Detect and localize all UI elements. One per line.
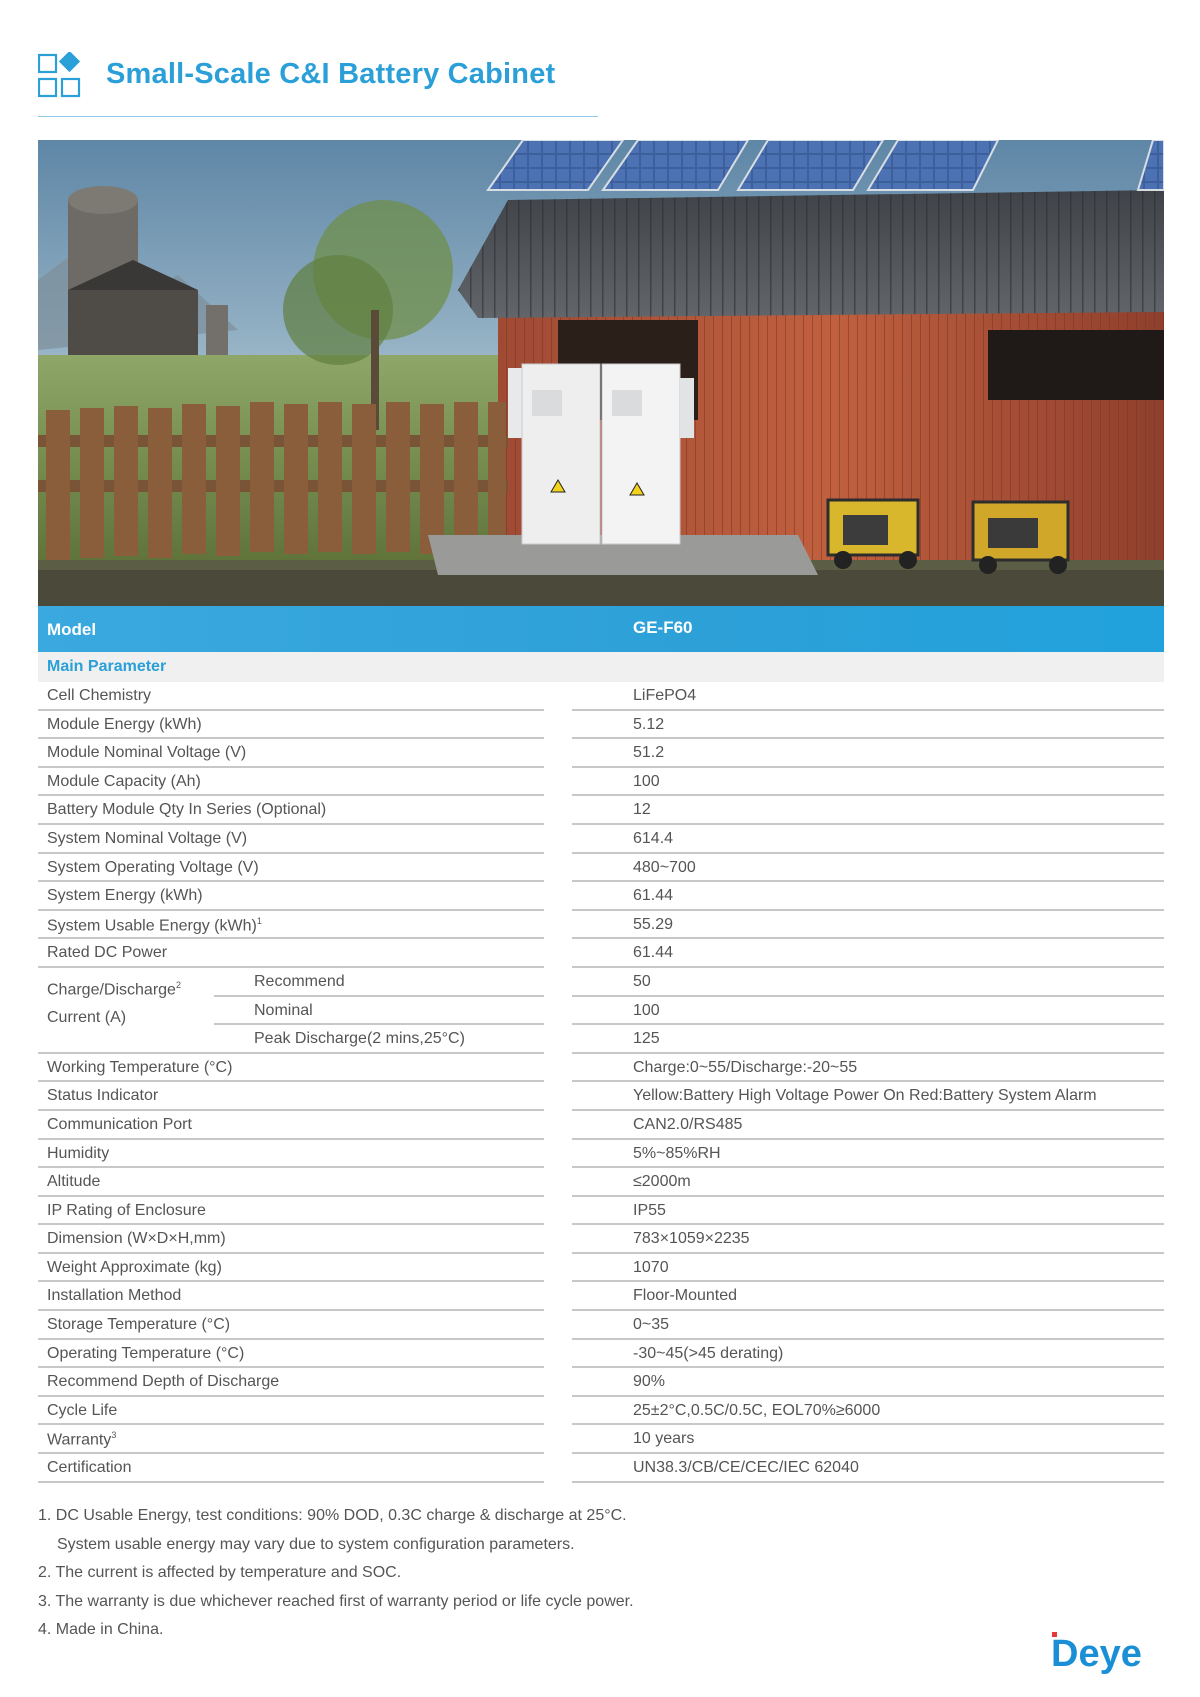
spec-label: Storage Temperature (°C) (47, 1316, 231, 1334)
footnotes (38, 1502, 938, 1645)
table-row (38, 968, 1164, 997)
table-row (38, 739, 1164, 768)
footnote: 2. The current is affected by temperature and SOC. (38, 1564, 402, 1582)
table-row (38, 1054, 1164, 1083)
spec-value: 10 years (633, 1430, 695, 1448)
spec-value: 100 (633, 772, 660, 790)
model-value: GE-F60 (633, 618, 693, 637)
spec-label: Battery Module Qty In Series (Optional) (47, 801, 327, 819)
header (38, 52, 598, 118)
spec-label: Recommend Depth of Discharge (47, 1373, 280, 1391)
table-row (38, 1368, 1164, 1397)
spec-value: 12 (633, 801, 651, 819)
spec-value: 480~700 (633, 858, 696, 876)
grid-diamond-icon (38, 52, 86, 100)
spec-value: 5.12 (633, 715, 665, 733)
footnote: 1. DC Usable Energy, test conditions: 90% DOD, 0.3C charge & discharge at 25°C. (38, 1507, 627, 1524)
spec-value: UN38.3/CB/CE/CEC/IEC 62040 (633, 1459, 859, 1477)
spec-value: 125 (633, 1030, 660, 1048)
section-header (38, 652, 1164, 682)
spec-value: 55.29 (633, 915, 674, 933)
table-row (38, 939, 1164, 968)
table-row (38, 1454, 1164, 1483)
table-row (38, 1311, 1164, 1340)
spec-value: 783×1059×2235 (633, 1230, 750, 1248)
model-header-row (38, 606, 1164, 652)
spec-value: ≤2000m (633, 1173, 691, 1191)
footnote: 3. The warranty is due whichever reached first of warranty period or life cycle power. (38, 1592, 634, 1610)
spec-value: IP55 (633, 1201, 666, 1219)
footnote: System usable energy may vary due to system configuration parameters. (57, 1535, 575, 1553)
spec-label: Installation Method (47, 1287, 182, 1305)
table-row (38, 1082, 1164, 1111)
spec-label: Module Energy (kWh) (47, 715, 202, 733)
spec-value: 51.2 (633, 744, 665, 762)
section-title: Main Parameter (47, 658, 167, 675)
spec-sublabel: Peak Discharge(2 mins,25°C) (254, 1030, 465, 1048)
spec-label: System Nominal Voltage (V) (47, 829, 248, 847)
spec-label: Humidity (47, 1144, 110, 1162)
spec-value: -30~45(>45 derating) (633, 1344, 784, 1362)
spec-value: 61.44 (633, 887, 674, 905)
table-row (38, 1397, 1164, 1426)
header-divider (38, 116, 598, 117)
spec-label: Module Capacity (Ah) (47, 772, 201, 790)
spec-sublabel: Nominal (254, 1001, 313, 1019)
spec-sublabel: Recommend (254, 972, 345, 990)
spec-label: Module Nominal Voltage (V) (47, 744, 247, 762)
hero-image (38, 140, 1164, 606)
spec-label: Weight Approximate (kg) (47, 1258, 222, 1276)
spec-value: 614.4 (633, 829, 674, 847)
table-row (38, 796, 1164, 825)
spec-value: LiFePO4 (633, 687, 697, 704)
spec-label: Communication Port (47, 1115, 192, 1133)
table-row (38, 882, 1164, 911)
page-title: Small-Scale C&I Battery Cabinet (106, 58, 556, 90)
spec-value: CAN2.0/RS485 (633, 1115, 743, 1133)
current-group-label: Charge/Discharge$^2$ (47, 979, 181, 999)
current-group-label-unit: Current (A) (47, 1008, 127, 1026)
specs-table (38, 682, 1164, 1483)
table-row (38, 1168, 1164, 1197)
table-row (38, 997, 1164, 1026)
model-label: Model (47, 620, 97, 639)
spec-value: 0~35 (633, 1316, 670, 1334)
table-row (38, 911, 1164, 940)
spec-label: Working Temperature (°C) (47, 1058, 233, 1076)
table-row (38, 768, 1164, 797)
table-row (38, 1425, 1164, 1454)
spec-value: Charge:0~55/Discharge:-20~55 (633, 1058, 858, 1076)
spec-label: IP Rating of Enclosure (47, 1201, 206, 1219)
spec-value: 61.44 (633, 944, 674, 962)
spec-label: Status Indicator (47, 1087, 159, 1105)
table-row (38, 711, 1164, 740)
current-group (38, 968, 1164, 1054)
table-row (38, 1111, 1164, 1140)
table-row (38, 1225, 1164, 1254)
spec-value: 25±2°C,0.5C/0.5C, EOL70%≥6000 (633, 1401, 881, 1419)
spec-label: Rated DC Power (47, 944, 168, 962)
svg-text:Deye: Deye (1051, 1633, 1142, 1674)
table-row (38, 1282, 1164, 1311)
table-row (38, 1340, 1164, 1369)
spec-value: 90% (633, 1373, 666, 1391)
spec-value: 5%~85%RH (633, 1144, 721, 1162)
spec-label: Operating Temperature (°C) (47, 1344, 245, 1362)
table-row (38, 1254, 1164, 1283)
spec-value: Floor-Mounted (633, 1287, 738, 1305)
table-row (38, 825, 1164, 854)
spec-value: Yellow:Battery High Voltage Power On Red:Battery System Alarm (633, 1087, 1097, 1105)
spec-label: System Energy (kWh) (47, 887, 203, 905)
spec-label: Certification (47, 1459, 132, 1477)
spec-label: Altitude (47, 1173, 101, 1191)
spec-label: System Operating Voltage (V) (47, 858, 259, 876)
spec-value: 100 (633, 1001, 660, 1019)
spec-value: 50 (633, 972, 651, 990)
footnote: 4. Made in China. (38, 1621, 164, 1639)
table-row (38, 1140, 1164, 1169)
spec-label: System Usable Energy (kWh)$^1$ (47, 915, 262, 935)
table-row (38, 682, 1164, 711)
spec-label: Dimension (W×D×H,mm) (47, 1230, 226, 1248)
table-row (38, 1025, 1164, 1054)
spec-label: Warranty$^3$ (47, 1430, 117, 1449)
table-row (38, 854, 1164, 883)
spec-value: 1070 (633, 1258, 669, 1276)
deye-logo (1050, 1628, 1168, 1674)
spec-label: Cycle Life (47, 1401, 118, 1419)
spec-label: Cell Chemistry (47, 687, 152, 704)
table-row (38, 1197, 1164, 1226)
